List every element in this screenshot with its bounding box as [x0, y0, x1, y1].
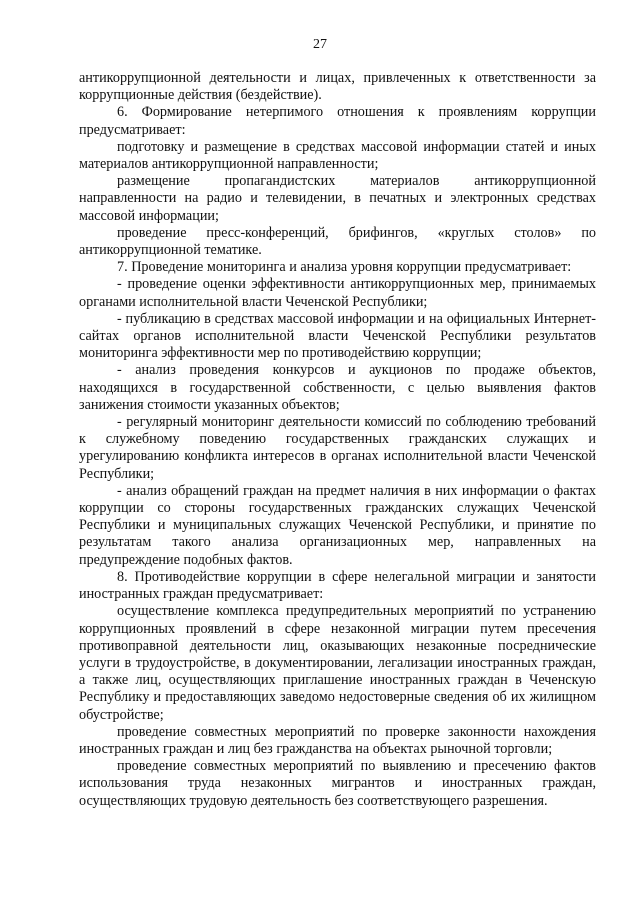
paragraph-item: - проведение оценки эффективности антикоррупционных мер, принимаемых органами исполнительной власти Чеченской Республики;	[79, 276, 596, 310]
paragraph-section-7-heading: 7. Проведение мониторинга и анализа уровня коррупции предусматривает:	[117, 259, 572, 276]
paragraph-item: подготовку и размещение в средствах массовой информации статей и иных материалов антикоррупционной направленности;	[79, 138, 596, 173]
paragraph-item: - регулярный мониторинг деятельности комиссий по соблюдению требований к служебному поведению государственных гражданских служащих и урегулированию конфликта интересов в органах исполнительной власти Чеченской Республики;	[79, 414, 596, 482]
page-number: 27	[313, 37, 327, 52]
paragraph-item: размещение пропагандистских материалов антикоррупционной направленности на радио и телевидении, в печатных и электронных средствах массовой информации;	[79, 173, 596, 224]
document-body	[79, 70, 596, 810]
paragraph-item: - публикацию в средствах массовой информации и на официальных Интернет-сайтах органов исполнительной власти Чеченской Республики результатов мониторинга эффективности мер по противодействию коррупции;	[79, 310, 596, 362]
paragraph-item: осуществление комплекса предупредительных мероприятий по устранению коррупционных проявлений в сфере незаконной миграции путем пресечения противоправной деятельности лиц, оказывающих незаконные посреднические услуги в трудоустройстве, в документировании, легализации иностранных граждан, а также лиц, осуществляющих приглашение иностранных граждан в Чеченскую Республику и предоставляющих заведомо недостоверные сведения об их жилищном обустройстве;	[79, 603, 596, 723]
paragraph-continuation: антикоррупционной деятельности и лицах, привлеченных к ответственности за коррупционные действия (бездействие).	[79, 70, 596, 104]
paragraph-item: проведение совместных мероприятий по выявлению и пресечению фактов использования труда незаконных мигрантов и иностранных граждан, осуществляющих трудовую деятельность без соответствующего разрешения.	[79, 758, 596, 809]
paragraph-item: - анализ проведения конкурсов и аукционов по продаже объектов, находящихся в государственной собственности, с целью выявления фактов занижения стоимости указанных объектов;	[79, 362, 596, 413]
paragraph-section-8-heading: 8. Противодействие коррупции в сфере нелегальной миграции и занятости иностранных граждан предусматривает:	[79, 568, 596, 603]
paragraph-item: - анализ обращений граждан на предмет наличия в них информации о фактах коррупции со стороны государственных гражданских служащих Чеченской Республики и муниципальных служащих Чеченской Республики, и принятие по результатам такого анализа организационных мер, направленных на предупреждение подобных фактов.	[79, 482, 596, 568]
paragraph-section-6-heading: 6. Формирование нетерпимого отношения к проявлениям коррупции предусматривает:	[79, 104, 596, 138]
paragraph-item: проведение совместных мероприятий по проверке законности нахождения иностранных граждан и лиц без гражданства на объектах рыночной торговли;	[79, 723, 596, 757]
paragraph-item: проведение пресс-конференций, брифингов, «круглых столов» по антикоррупционной тематике.	[79, 224, 596, 259]
